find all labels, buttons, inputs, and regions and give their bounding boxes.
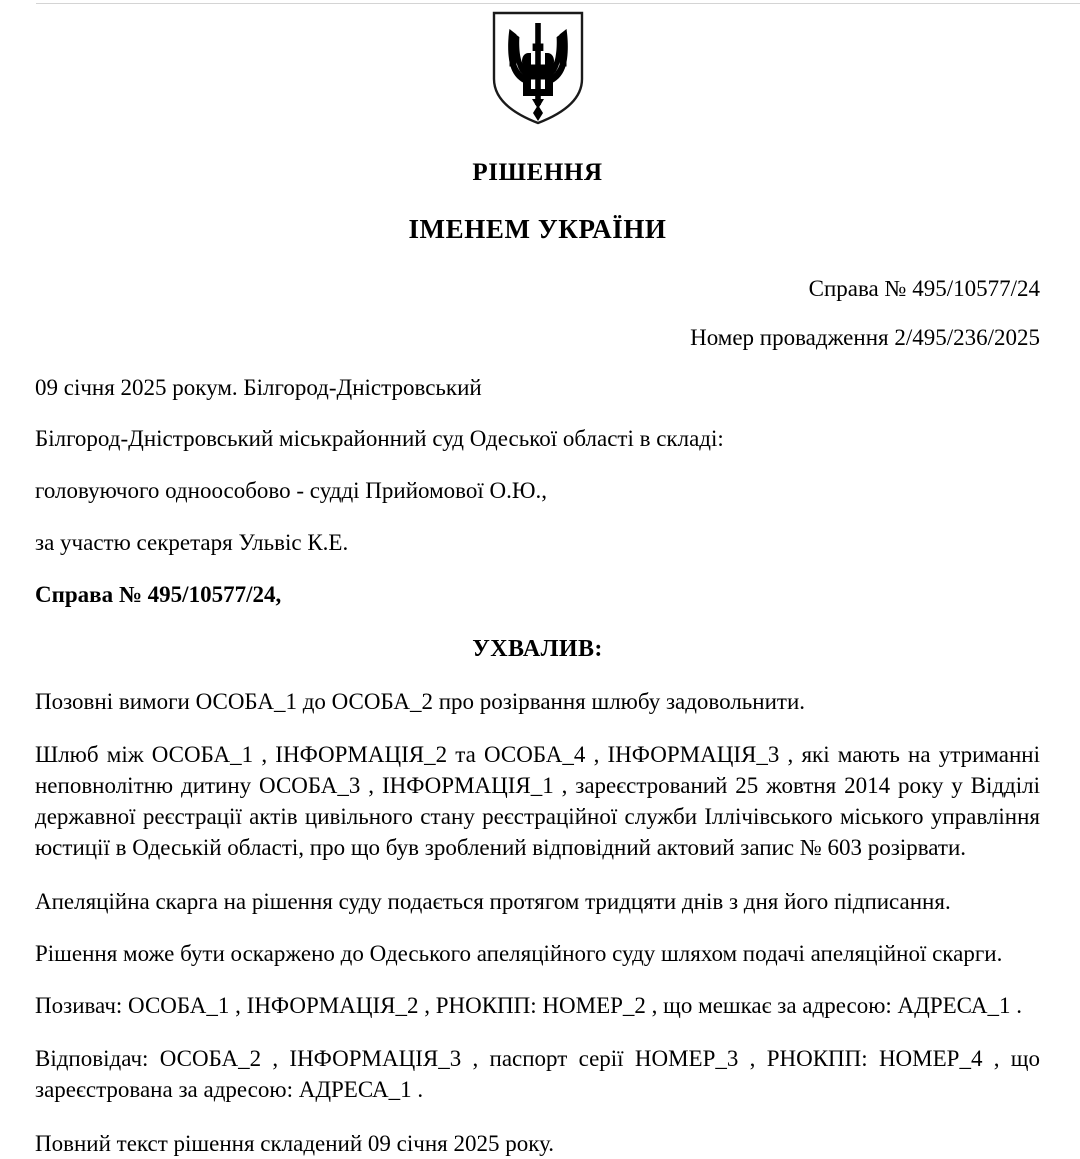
case-number-line: Справа № 495/10577/24 bbox=[808, 276, 1040, 301]
case-number-bold-line: Справа № 495/10577/24, bbox=[35, 582, 282, 608]
court-composition-line: Білгород-Дністровський міськрайонний суд Одеської області в складі: bbox=[35, 426, 724, 452]
date-place-line: 09 січня 2025 рокум. Білгород-Дністровський bbox=[35, 374, 482, 400]
page-title: РІШЕННЯ bbox=[472, 159, 603, 186]
defendant-paragraph: Відповідач: ОСОБА_2 , ІНФОРМАЦІЯ_3 , паспорт серії НОМЕР_3 , РНОКПП: НОМЕР_4 , що зареєстрована за адресою: АДРЕСА_1 . bbox=[35, 1045, 1040, 1102]
page-subtitle: ІМЕНЕМ УКРАЇНИ bbox=[408, 214, 667, 244]
case-meta-block bbox=[35, 275, 1040, 353]
claim-paragraph: Позовні вимоги ОСОБА_1 до ОСОБА_2 про розірвання шлюбу задовольнити. bbox=[35, 688, 806, 714]
coat-of-arms-container bbox=[35, 0, 1040, 139]
ruling-heading: УХВАЛИВ: bbox=[472, 635, 603, 662]
appeal-court-paragraph: Рішення може бути оскаржено до Одеського апеляційного суду шляхом подачі апеляційної скарги. bbox=[35, 940, 1003, 966]
full-text-date-paragraph: Повний текст рішення складений 09 січня 2025 року. bbox=[35, 1130, 555, 1156]
judge-line: головуючого одноособово - судді Прийомової О.Ю., bbox=[35, 478, 547, 504]
document-body bbox=[35, 373, 1040, 1159]
secretary-line: за участю секретаря Ульвіс К.Е. bbox=[35, 530, 349, 556]
marriage-dissolution-paragraph: Шлюб між ОСОБА_1 , ІНФОРМАЦІЯ_2 та ОСОБА_4 , ІНФОРМАЦІЯ_3 , які мають на утриманні неповнолітню дитину ОСОБА_3 , ІНФОРМАЦІЯ_1 , зареєстрований 25 жовтня 2014 року у Відділі державної реєстрації актів цивільного стану реєстраційної служби Іллічівського міського управління юстиції в Одеській області, про що був зроблений відповідний актовий запис № 603 розірвати. bbox=[35, 741, 1040, 860]
plaintiff-paragraph: Позивач: ОСОБА_1 , ІНФОРМАЦІЯ_2 , РНОКПП: НОМЕР_2 , що мешкає за адресою: АДРЕСА_1 . bbox=[35, 992, 1022, 1018]
proceeding-number-line: Номер провадження 2/495/236/2025 bbox=[690, 324, 1040, 350]
appeal-term-paragraph: Апеляційна скарга на рішення суду подається протягом тридцяти днів з дня його підписання. bbox=[35, 889, 951, 915]
ukrainian-coat-of-arms-tryzub-icon bbox=[492, 11, 584, 125]
